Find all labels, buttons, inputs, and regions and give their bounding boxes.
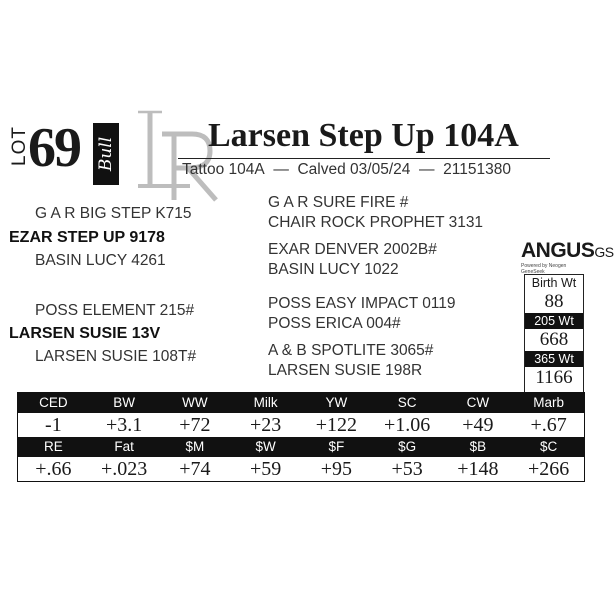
epd-value-row-2: [18, 457, 584, 481]
animal-name: Larsen Step Up 104A: [208, 117, 519, 154]
dam-sire-sire: POSS EASY IMPACT 0119: [268, 295, 456, 312]
epd-value: +95: [320, 458, 353, 480]
birth-wt-label: Birth Wt: [531, 276, 577, 290]
sex-label: Bull: [96, 136, 116, 172]
epd-value: +72: [179, 414, 211, 436]
epd-header: Milk: [253, 395, 278, 410]
sire-dam-sire: EXAR DENVER 2002B#: [268, 241, 437, 258]
epd-header: Marb: [533, 395, 564, 410]
sire-sire-dam: CHAIR ROCK PROPHET 3131: [268, 214, 484, 231]
epd-value: +74: [179, 458, 211, 480]
epd-value: +122: [315, 414, 358, 436]
dam-dam-dam: LARSEN SUSIE 198R: [268, 362, 423, 379]
separator: —: [419, 161, 435, 178]
animal-subline: [182, 161, 511, 179]
epd-value: +59: [249, 458, 282, 480]
dam: LARSEN SUSIE 13V: [9, 325, 161, 342]
epd-header: Fat: [114, 439, 134, 454]
epd-header: SC: [397, 395, 417, 410]
epd-value: +266: [527, 458, 570, 480]
sire-dam: BASIN LUCY 4261: [35, 252, 166, 269]
epd-value: +.67: [530, 414, 567, 436]
epd-value-row-1: [18, 413, 584, 437]
epd-header: CW: [466, 395, 490, 410]
epd-header: $G: [398, 439, 417, 454]
sire: EZAR STEP UP 9178: [9, 229, 165, 246]
dam-dam: LARSEN SUSIE 108T#: [35, 348, 197, 365]
lot-number: 69: [28, 117, 80, 179]
wt365-value: 1166: [535, 367, 573, 388]
epd-header: BW: [113, 395, 135, 410]
wt365-label: 365 Wt: [525, 351, 583, 367]
angus-gs-logo: [521, 239, 614, 275]
sire-sire-sire: G A R SURE FIRE #: [268, 194, 409, 211]
epd-header: $M: [185, 439, 205, 454]
epd-value: +.66: [35, 458, 72, 480]
separator: —: [273, 161, 289, 178]
epd-value: +148: [457, 458, 499, 480]
tattoo: Tattoo 104A: [182, 161, 265, 178]
dam-dam-sire: A & B SPOTLITE 3065#: [268, 342, 434, 359]
epd-value: +.023: [100, 458, 148, 480]
angus-gs-suffix: GS: [594, 244, 614, 260]
epd-header: YW: [325, 395, 348, 410]
angus-word: ANGUS: [521, 239, 595, 262]
epd-value: +49: [462, 414, 494, 436]
registration-number: 21151380: [443, 161, 511, 178]
dam-sire: POSS ELEMENT 215#: [35, 302, 195, 319]
epd-header: RE: [43, 439, 63, 454]
weights-box: [524, 274, 584, 394]
epd-header: $F: [328, 439, 345, 454]
wt205-label: 205 Wt: [525, 313, 583, 329]
epd-header: $W: [255, 439, 276, 454]
calved-date: Calved 03/05/24: [297, 161, 411, 178]
lot-label: LOT: [9, 126, 30, 166]
sex-badge: [93, 123, 119, 185]
sire-sire: G A R BIG STEP K715: [35, 205, 192, 222]
epd-value: -1: [45, 414, 62, 436]
epd-header-row-1: [18, 393, 584, 413]
epd-table: [17, 392, 585, 482]
epd-value: +23: [249, 414, 282, 436]
epd-header-row-2: [18, 437, 584, 457]
epd-value: +53: [391, 458, 423, 480]
title-divider: [178, 158, 550, 159]
sire-dam-dam: BASIN LUCY 1022: [268, 261, 399, 278]
epd-value: +1.06: [383, 414, 431, 436]
birth-wt-value: 88: [544, 291, 564, 312]
epd-header: CED: [39, 395, 68, 410]
dam-sire-dam: POSS ERICA 004#: [268, 315, 401, 332]
epd-header: $C: [539, 439, 558, 454]
epd-header: $B: [469, 439, 487, 454]
epd-header: WW: [182, 395, 208, 410]
epd-value: +3.1: [105, 414, 143, 436]
wt205-value: 668: [539, 329, 569, 350]
angus-tagline: Powered by Neogen GeneSeek: [521, 263, 567, 275]
